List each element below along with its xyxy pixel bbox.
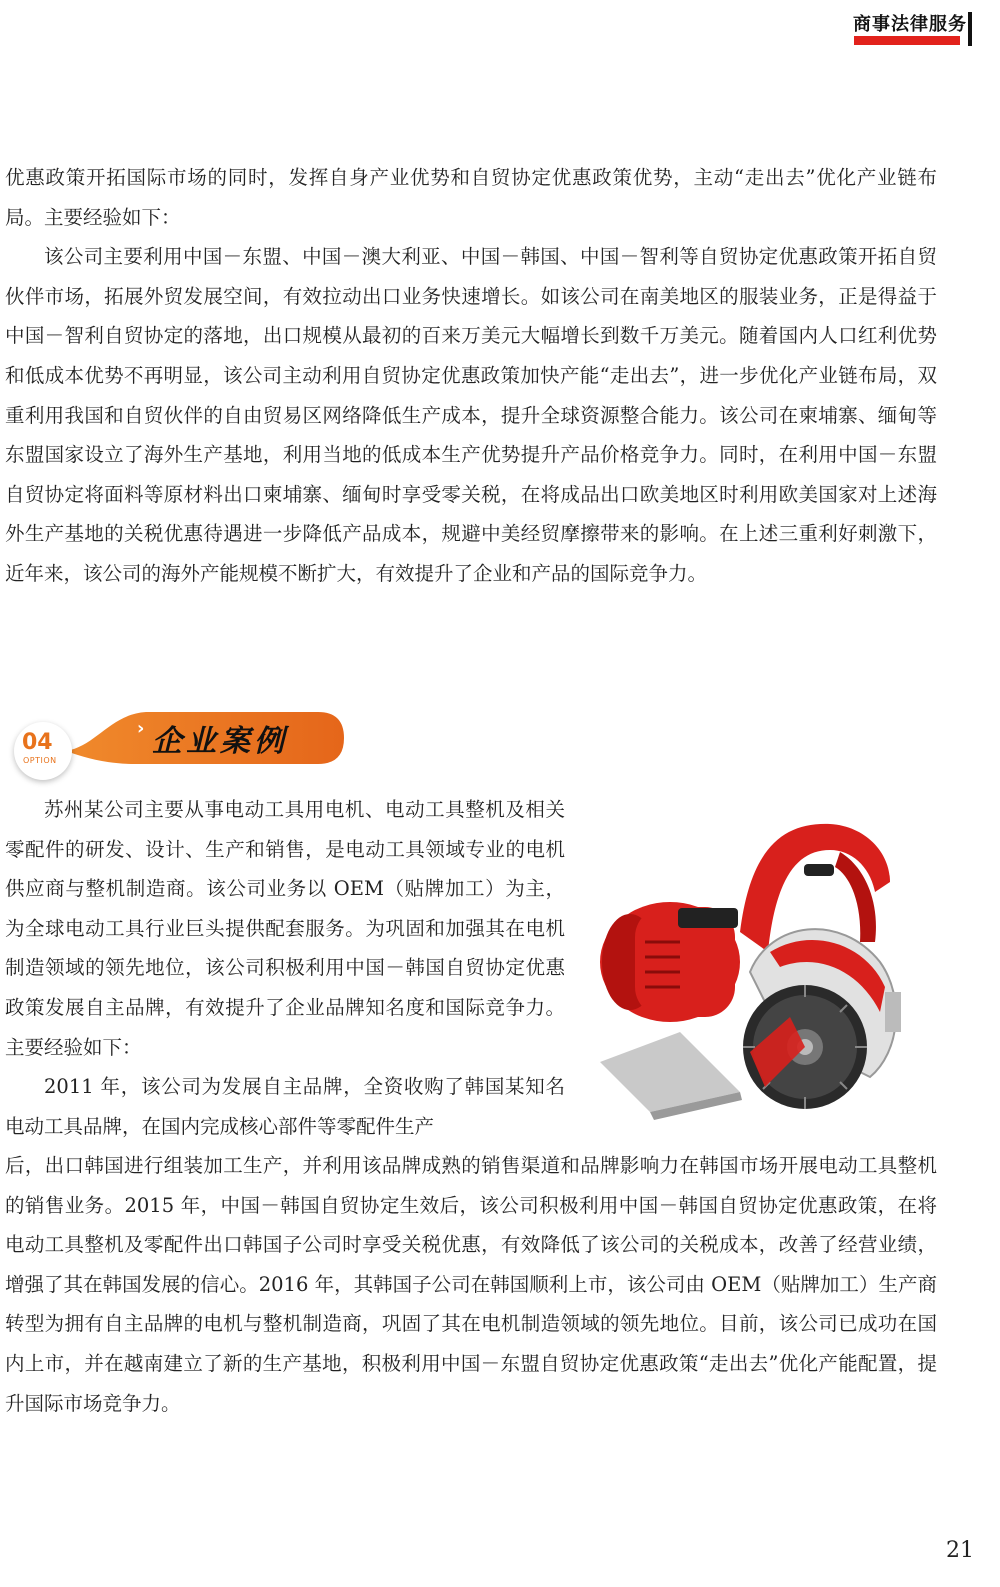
header-vertical-bar [968,12,972,46]
paragraph: 优惠政策开拓国际市场的同时，发挥自身产业优势和自贸协定优惠政策优势，主动“走出去”优化产业链布局。主要经验如下： [5,166,937,229]
circular-saw-image [590,812,920,1122]
section-heading [10,706,350,784]
paragraph: 后，出口韩国进行组装加工生产，并利用该品牌成熟的销售渠道和品牌影响力在韩国市场开展电动工具整机的销售业务。2015 年，中国－韩国自贸协定生效后，该公司积极利用中国－韩国自贸协定优惠政策，在将电动工具整机及零配件出口韩国子公司时享受关税优惠，有效降低了该公司的关税成本，改善了经营业绩，增强了其在韩国发展的信心。2016 年，其韩国子公司在韩国顺利上市，该公司由 OEM（贴牌加工）生产商转型为拥有自主品牌的电机与整机制造商，巩固了其在电机制造领域的领先地位。目前，该公司已成功在国内上市，并在越南建立了新的生产基地，积极利用中国－东盟自贸协定优惠政策“走出去”优化产能配置，提升国际市场竞争力。 [5,1154,937,1415]
chevron-right-icon: › [137,718,145,739]
section-sub-label: OPTION [23,756,57,765]
paragraph: 苏州某公司主要从事电动工具用电机、电动工具整机及相关零配件的研发、设计、生产和销售，是电动工具领域专业的电机供应商与整机制造商。该公司业务以 OEM（贴牌加工）为主，为全球电动工具行业巨头提供配套服务。为巩固和加强其在电机制造领域的领先地位，该公司积极利用中国－韩国自贸协定优惠政策发展自主品牌，有效提升了企业品牌知名度和国际竞争力。主要经验如下： [5,798,565,1059]
case-text-full [5,1146,937,1423]
page-header [0,0,1000,60]
paragraph: 该公司主要利用中国－东盟、中国－澳大利亚、中国－韩国、中国－智利等自贸协定优惠政策开拓自贸伙伴市场，拓展外贸发展空间，有效拉动出口业务快速增长。如该公司在南美地区的服装业务，正是得益于中国－智利自贸协定的落地，出口规模从最初的百来万美元大幅增长到数千万美元。随着国内人口红利优势和低成本优势不再明显，该公司主动利用自贸协定优惠政策加快产能“走出去”，进一步优化产业链布局，双重利用我国和自贸伙伴的自由贸易区网络降低生产成本，提升全球资源整合能力。该公司在柬埔寨、缅甸等东盟国家设立了海外生产基地，利用当地的低成本生产优势提升产品价格竞争力。同时，在利用中国－东盟自贸协定将面料等原材料出口柬埔寨、缅甸时享受零关税，在将成品出口欧美地区时利用欧美国家对上述海外生产基地的关税优惠待遇进一步降低产品成本，规避中美经贸摩擦带来的影响。在上述三重利好刺激下，近年来，该公司的海外产能规模不断扩大，有效提升了企业和产品的国际竞争力。 [5,245,937,585]
case-text-side [5,790,565,1146]
paragraph: 2011 年，该公司为发展自主品牌，全资收购了韩国某知名电动工具品牌，在国内完成核心部件等零配件生产 [5,1075,565,1138]
header-red-bar [854,36,960,45]
page-number: 21 [946,1538,974,1563]
section-header-title: 商事法律服务 [853,14,967,35]
top-text-block [5,158,937,594]
section-title: 企业案例 [152,724,288,759]
section-number: 04 [22,730,53,755]
